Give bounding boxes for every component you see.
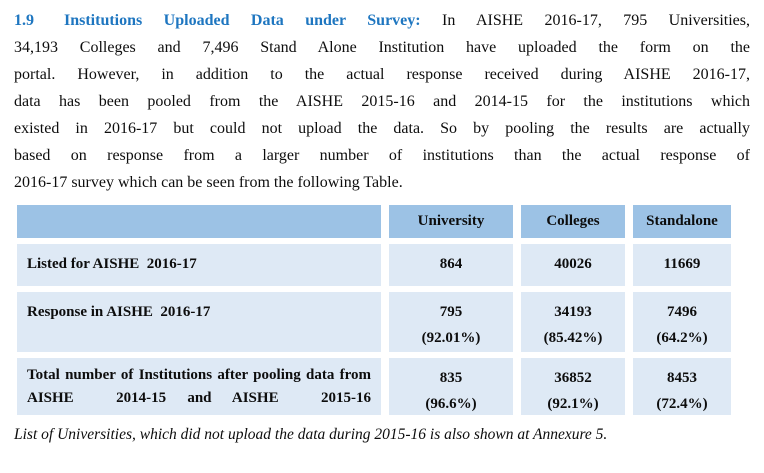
cell-percent: (96.6%) (425, 396, 477, 412)
cell-value: 7496 (667, 304, 697, 320)
row-label-cell: Response in AISHE 2016-17 (17, 292, 381, 352)
section-number: 1.9 (14, 12, 34, 29)
table-header-cell-blank (17, 205, 381, 238)
section-heading: Institutions Uploaded Data under Survey: (64, 12, 421, 29)
cell-value: 36852 (554, 370, 592, 386)
value-cell (633, 244, 731, 286)
value-cell (389, 358, 513, 415)
table-header-cell-university: University (389, 205, 513, 238)
paragraph-line: portal. However, in addition to the actual response received during AISHE 2016-17, (14, 66, 750, 83)
cell-percent: (92.1%) (547, 396, 599, 412)
paragraph-line: based on response from a larger number of institutions than the actual response of (14, 147, 750, 164)
paragraph-text: In AISHE 2016-17, 795 Universities, (420, 12, 751, 29)
row-label-cell: Total number of Institutions after pooling data from AISHE 2014-15 and AISHE 2015-16 (17, 358, 381, 415)
value-cell (389, 244, 513, 286)
intro-paragraph (0, 0, 764, 196)
cell-value: 11669 (663, 256, 701, 272)
cell-value: 8453 (667, 370, 697, 386)
table-header-cell-colleges: Colleges (521, 205, 625, 238)
cell-value: 40026 (554, 256, 592, 272)
cell-value: 835 (439, 370, 463, 386)
value-cell (521, 292, 625, 352)
cell-percent: (92.01%) (421, 330, 481, 346)
paragraph-line (14, 7, 750, 34)
value-cell (521, 358, 625, 415)
cell-value: 795 (439, 304, 463, 320)
value-cell (521, 244, 625, 286)
institutions-table (17, 205, 731, 415)
table-header-cell-standalone: Standalone (633, 205, 731, 238)
paragraph-line: data has been pooled from the AISHE 2015-16 and 2014-15 for the institutions which (14, 93, 750, 110)
value-cell (389, 292, 513, 352)
cell-percent: (64.2%) (656, 330, 708, 346)
value-cell (633, 358, 731, 415)
paragraph-line: 34,193 Colleges and 7,496 Stand Alone Institution have uploaded the form on the (14, 39, 750, 56)
row-label-cell: Listed for AISHE 2016-17 (17, 244, 381, 286)
cell-percent: (85.42%) (543, 330, 603, 346)
cell-value: 864 (439, 256, 463, 272)
footnote-text: List of Universities, which did not upload the data during 2015-16 is also shown at Annexure 5. (14, 426, 608, 443)
cell-percent: (72.4%) (656, 396, 708, 412)
value-cell (633, 292, 731, 352)
paragraph-line: 2016-17 survey which can be seen from the following Table. (14, 174, 403, 191)
cell-value: 34193 (554, 304, 592, 320)
paragraph-line: existed in 2016-17 but could not upload the data. So by pooling the results are actually (14, 120, 750, 137)
